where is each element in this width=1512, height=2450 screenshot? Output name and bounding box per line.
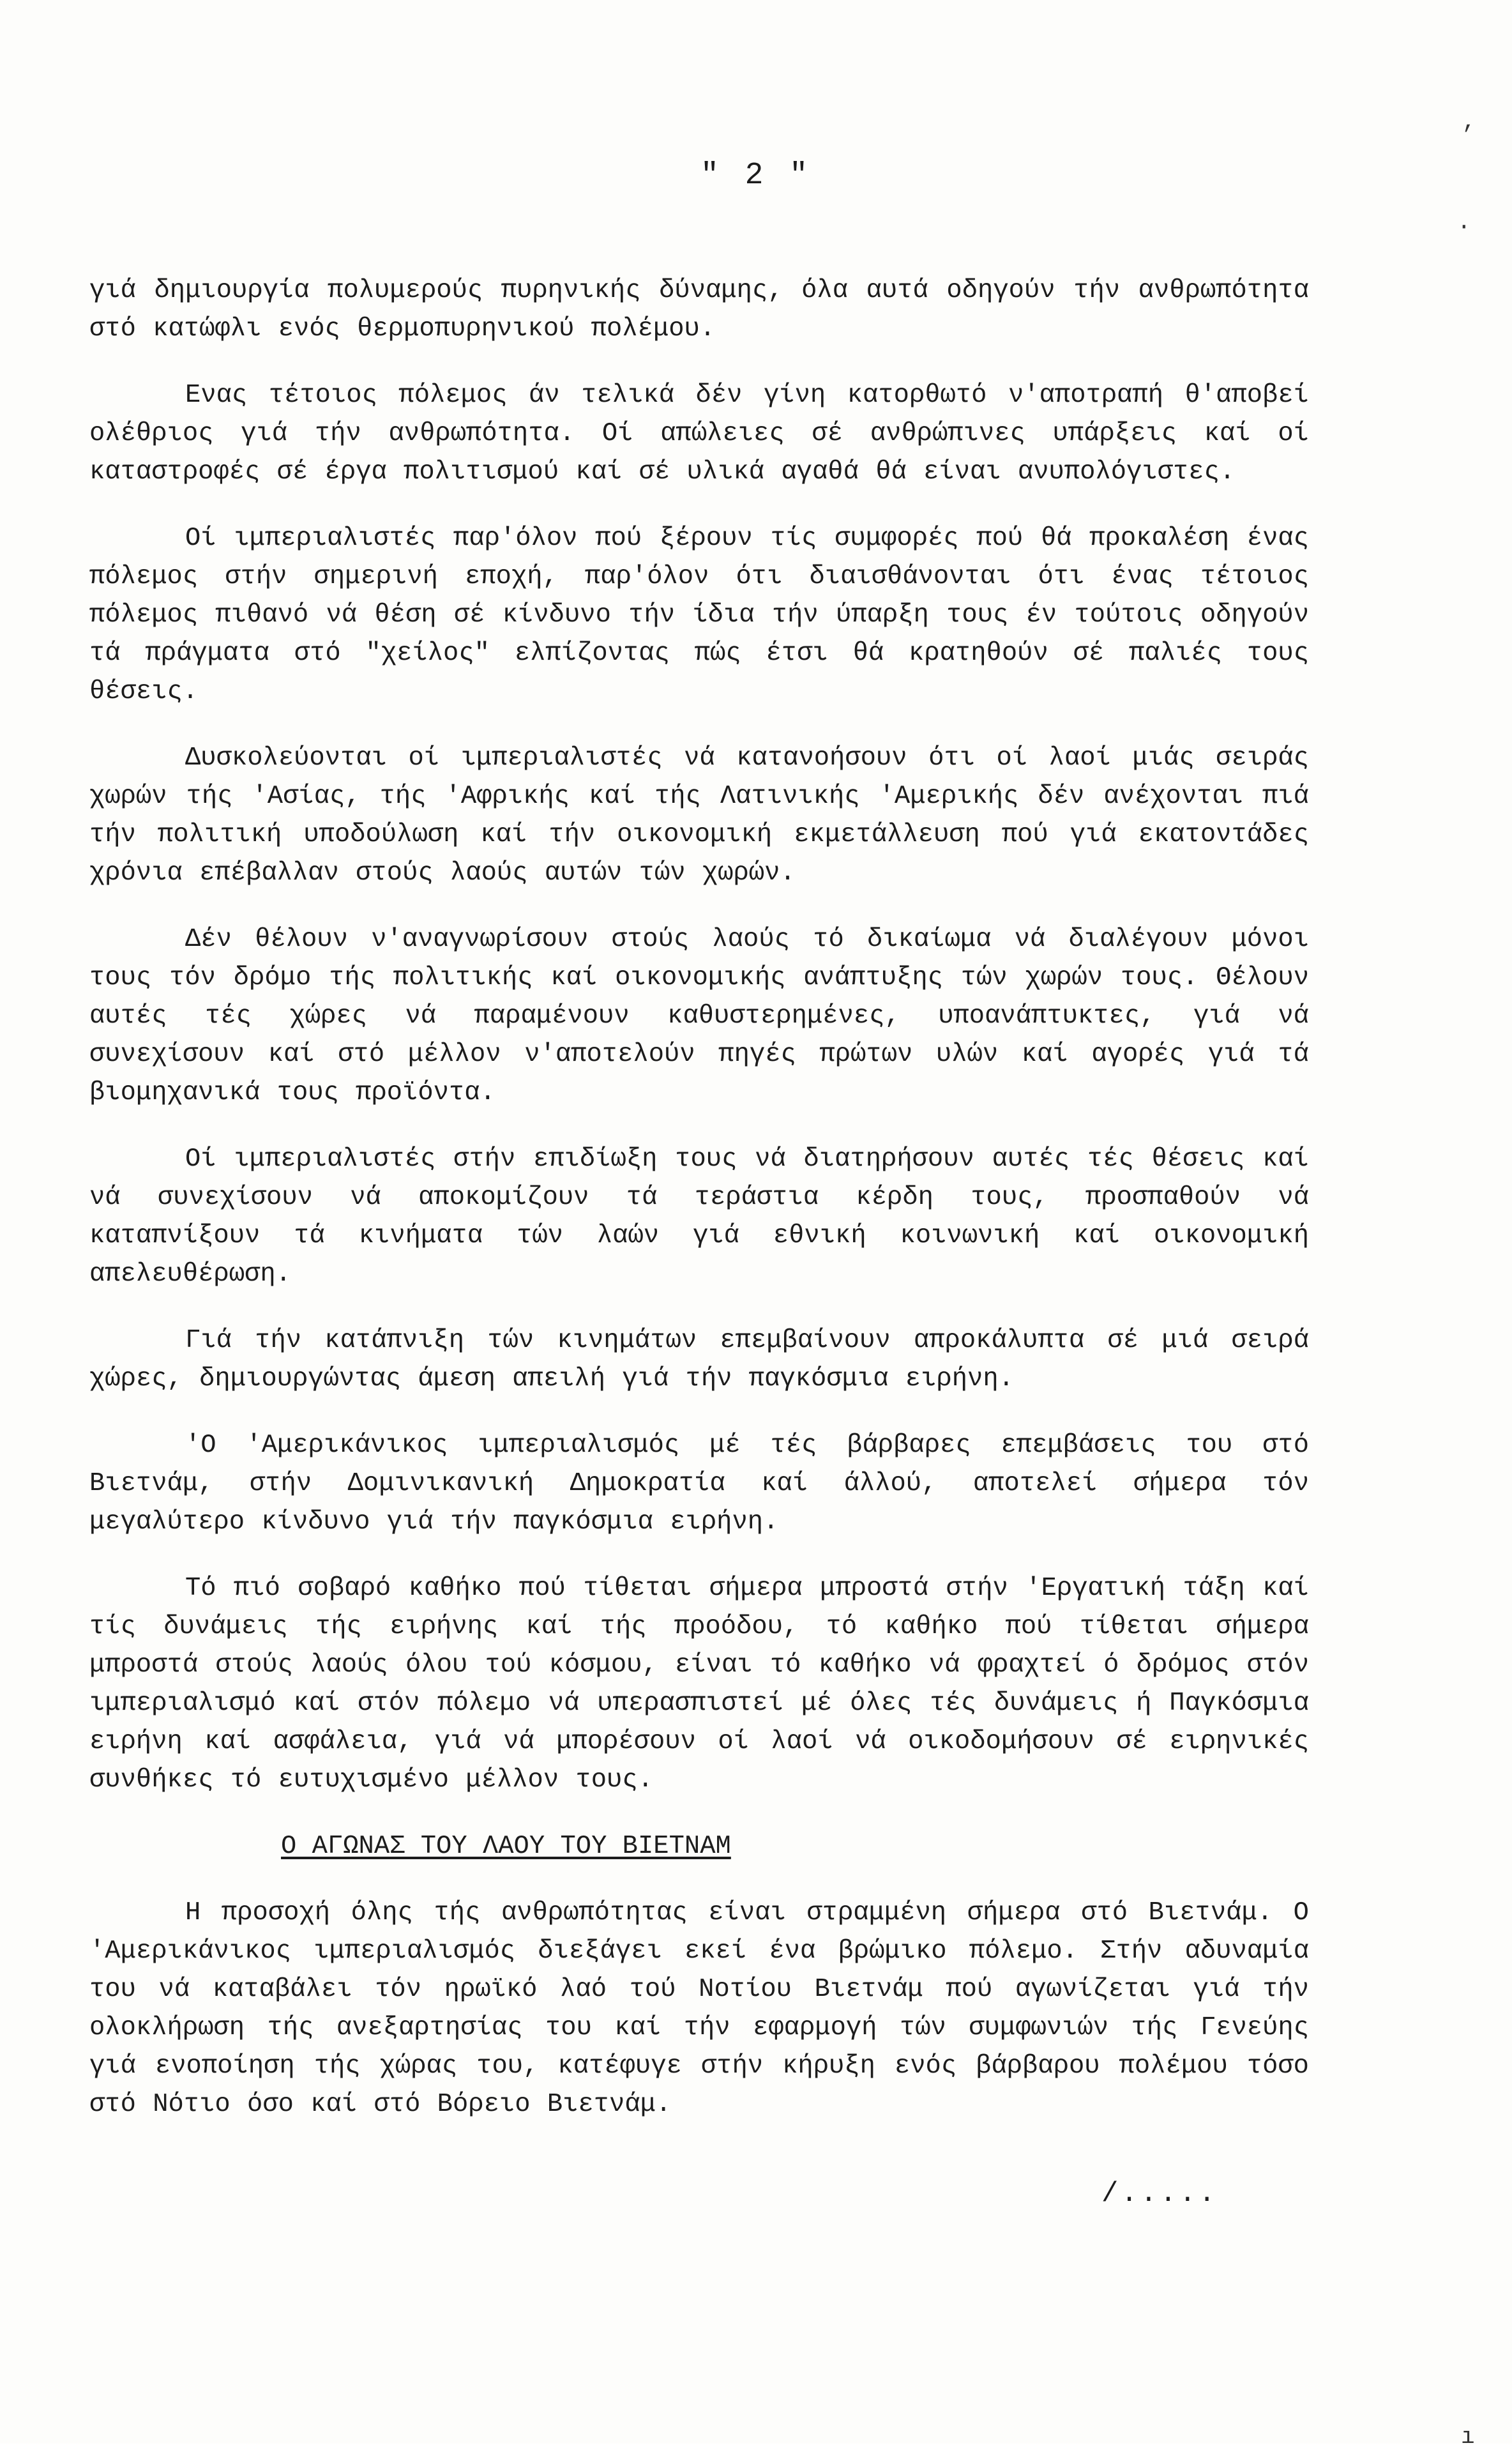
paragraph: Η προσοχή όλης τής ανθρωπότητας είναι στραμμένη σήμερα στό Βιετνάμ. Ο 'Αμερικάνικος ιμπεριαλισμός διεξάγει εκεί ένα βρώμικο πόλεμο. Στήν αδυναμία του νά καταβάλει τόν ηρωϊκό λαό τού Νοτίου Βιετνάμ πού αγωνίζεται γιά τήν ολοκλήρωση τής ανεξαρτησίας του καί τήν εφαρμογή τών συμφωνιών τής Γενεύης γιά ενοποίηση τής χώρας του, κατέφυγε στήν κήρυξη ενός βάρβαρου πολέμου τόσο στό Νότιο όσο καί στό Βόρειο Βιετνάμ. [89, 1898, 1309, 2119]
paragraph: Ενας τέτοιος πόλεμος άν τελικά δέν γίνη κατορθωτό ν'αποτραπή θ'αποβεί ολέθριος γιά τήν ανθρωπότητα. Οί απώλειες σέ ανθρώπινες υπάρξεις καί οί καταστροφές σέ έργα πολιτισμού καί σέ υλικά αγαθά θά είναι ανυπολόγιστες. [89, 381, 1309, 487]
paragraph: Οί ιμπεριαλιστές παρ'όλον πού ξέρουν τίς συμφορές πού θά προκαλέση ένας πόλεμος στήν σημερινή εποχή, παρ'όλον ότι διαισθάνονται ότι ένας τέτοιος πόλεμος πιθανό νά θέση σέ κίνδυνο τήν ίδια τήν ύπαρξη τους έν τούτοις οδηγούν τά πράγματα στό "χείλος" ελπίζοντας πώς έτσι θά κρατηθούν σέ παλιές τους θέσεις. [89, 524, 1309, 706]
paragraph: Δυσκολεύονται οί ιμπεριαλιστές νά κατανοήσουν ότι οί λαοί μιάς σειράς χωρών τής 'Ασίας, τής 'Αφρικής καί τής Λατινικής 'Αμερικής δέν ανέχονται πιά τήν πολιτική υποδούλωση καί τήν οικονομική εκμετάλλευση πού γιά εκατοντάδες χρόνια επέβαλλαν στούς λαούς αυτών τών χωρών. [89, 743, 1309, 888]
paragraph: Τό πιό σοβαρό καθήκο πού τίθεται σήμερα μπροστά στήν 'Εργατική τάξη καί τίς δυνάμεις τής ειρήνης καί τής προόδου, τό καθήκο πού τίθεται σήμερα μπροστά στούς λαούς όλου τού κόσμου, είναι τό καθήκο νά φραχτεί ό δρόμος στόν ιμπεριαλισμό καί στόν πόλεμο νά υπερασπιστεί μέ όλες τές δυνάμεις ή Παγκόσμια ειρήνη καί ασφάλεια, γιά νά μπορέσουν οί λαοί νά οικοδομήσουν σέ ειρηνικές συνθήκες τό ευτυχισμένο μέλλον τους. [89, 1574, 1309, 1795]
page-number: " 2 " [700, 158, 812, 193]
paragraph: 'Ο 'Αμερικάνικος ιμπεριαλισμός μέ τές βάρβαρες επεμβάσεις του στό Βιετνάμ, στήν Δομινικανική Δημοκρατία καί άλλού, αποτελεί σήμερα τόν μεγαλύτερο κίνδυνο γιά τήν παγκόσμια ειρήνη. [89, 1431, 1309, 1537]
paragraph: Δέν θέλουν ν'αναγνωρίσουν στούς λαούς τό δικαίωμα νά διαλέγουν μόνοι τους τόν δρόμο τής πολιτικής καί οικονομικής ανάπτυξης τών χωρών τους. Θέλουν αυτές τές χώρες νά παραμένουν καθυστερημένες, υποανάπτυκτες, γιά νά συνεχίσουν καί στό μέλλον ν'αποτελούν πηγές πρώτων υλών καί αγορές γιά τά βιομηχανικά τους προϊόντα. [89, 925, 1309, 1107]
margin-mark: ı [1461, 2424, 1475, 2450]
continuation-mark: /..... [1101, 2178, 1218, 2210]
margin-mark: · [1457, 214, 1471, 240]
margin-mark: , [1462, 109, 1476, 135]
section-heading-text: Ο ΑΓΩΝΑΣ ΤΟΥ ΛΑΟΥ ΤΟΥ ΒΙΕΤΝΑΜ [281, 1832, 731, 1861]
paragraph: γιά δημιουργία πολυμερούς πυρηνικής δύναμης, όλα αυτά οδηγούν τήν ανθρωπότητα στό κατώφλι ενός θερμοπυρηνικού πολέμου. [89, 276, 1309, 344]
section-heading [89, 1827, 1309, 1866]
document-body [89, 271, 1309, 2152]
paragraph: Οί ιμπεριαλιστές στήν επιδίωξη τους νά διατηρήσουν αυτές τές θέσεις καί νά συνεχίσουν νά αποκομίζουν τά τεράστια κέρδη τους, προσπαθούν νά καταπνίξουν τά κινήματα τών λαών γιά εθνική κοινωνική καί οικονομική απελευθέρωση. [89, 1145, 1309, 1289]
paragraph: Γιά τήν κατάπνιξη τών κινημάτων επεμβαίνουν απροκάλυπτα σέ μιά σειρά χώρες, δημιουργώντας άμεση απειλή γιά τήν παγκόσμια ειρήνη. [89, 1326, 1309, 1394]
